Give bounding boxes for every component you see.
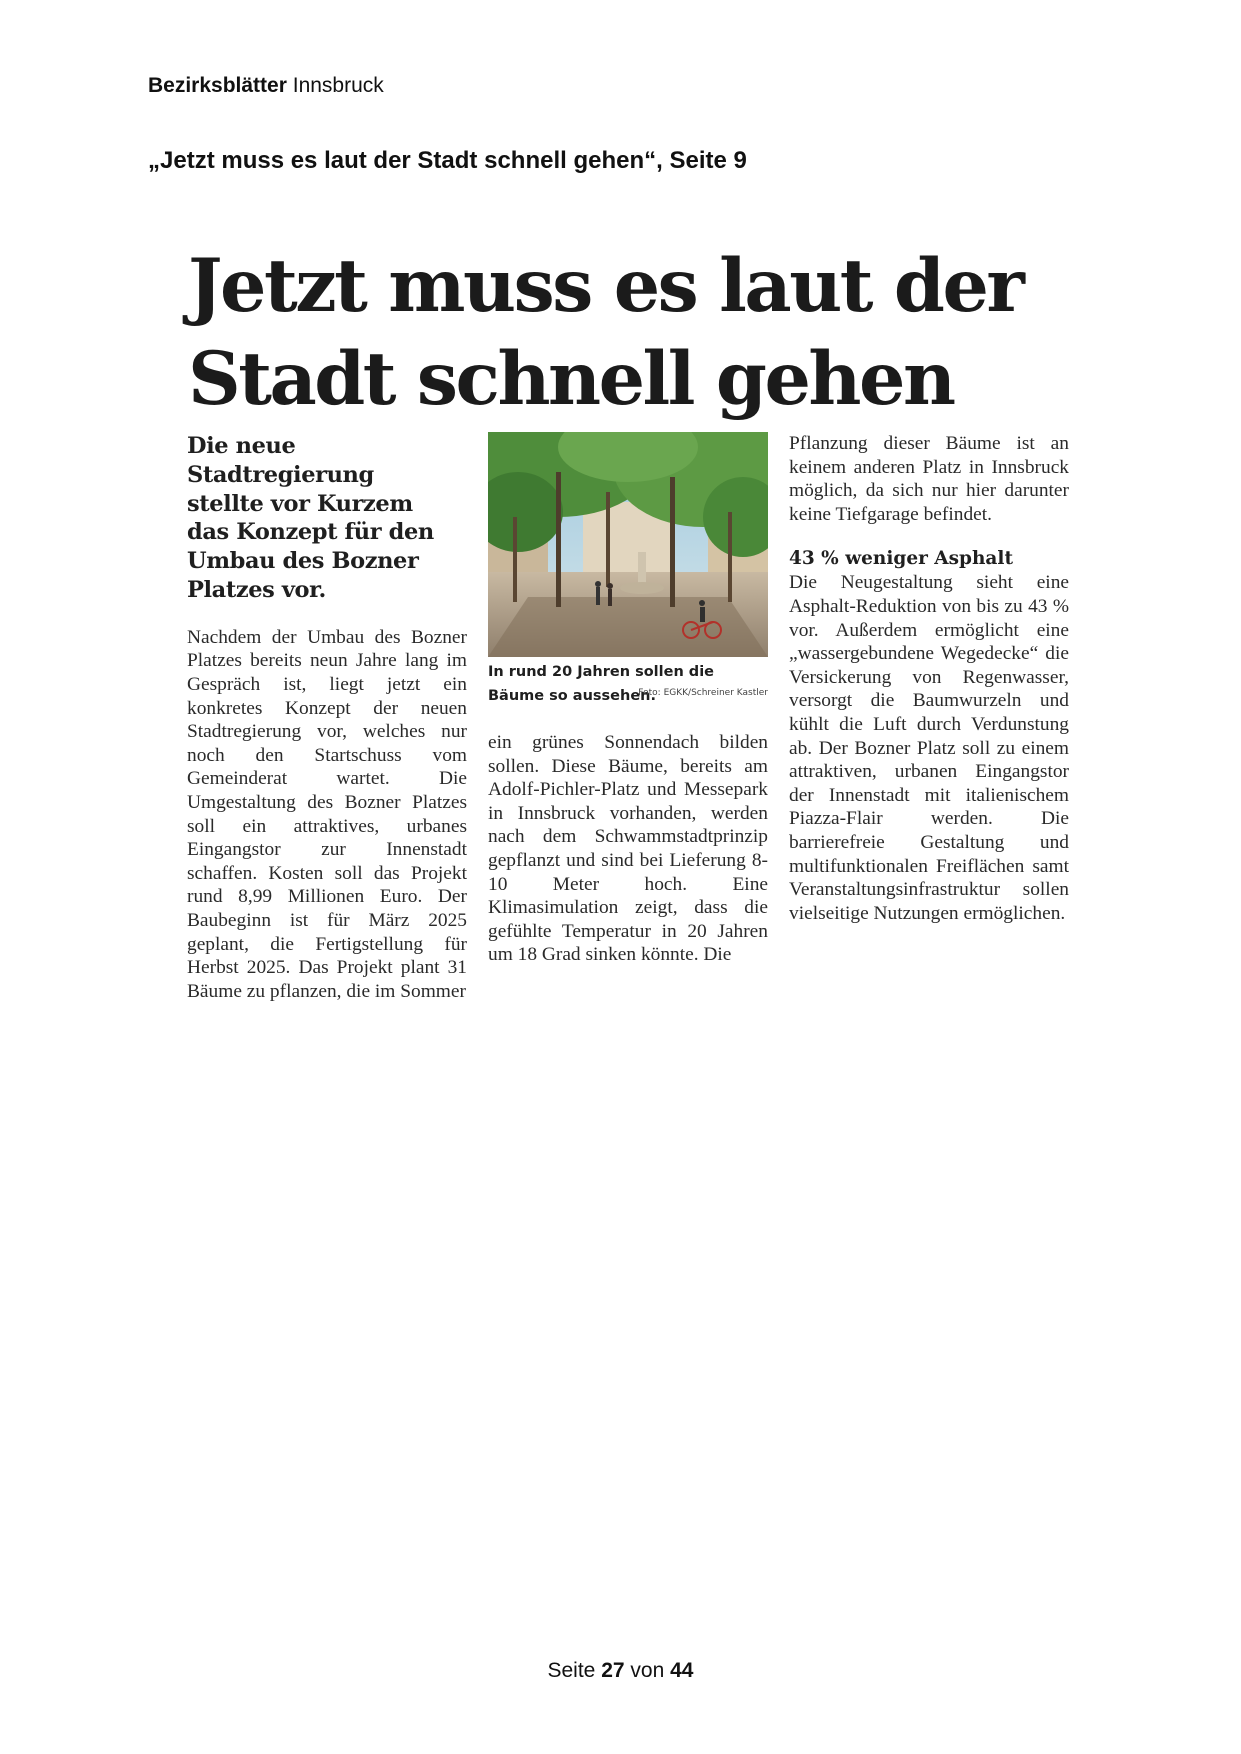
publication-place: Innsbruck: [292, 74, 384, 97]
headline-line-2: Stadt schnell gehen: [188, 336, 954, 422]
column-1: [187, 432, 467, 1003]
newspaper-clipping: [184, 234, 1070, 1004]
current-page: 27: [601, 1659, 625, 1682]
body-text-column-1: Nachdem der Umbau des Bozner Platzes bereits neun Jahre lang im Gespräch ist, liegt jetzt ein konkretes Konzept der neuen Stadtregierung vor, welches nur noch den Startschuss vom Gemeinderat wartet. Die Umgestaltung des Bozner Platzes soll ein attraktives, urbanes Eingangstor zur Innenstadt schaffen. Kosten soll das Projekt rund 8,99 Millionen Euro. Der Baubeginn ist für März 2025 geplant, die Fertigstellung für Herbst 2025. Das Projekt plant 31 Bäume zu pflanzen, die im Sommer: [187, 626, 467, 1002]
column-2: [488, 432, 768, 967]
page-number: Seite 27 von 44: [547, 1659, 694, 1682]
article-reference: „Jetzt muss es laut der Stadt schnell gehen“, Seite 9: [148, 147, 747, 174]
body-text-column-2: ein grünes Sonnendach bilden sollen. Diese Bäume, bereits am Adolf-Pichler-Platz und Messepark in Innsbruck vorhanden, werden nach dem Schwammstadtprinzip gepflanzt und sind bei Lieferung 8-10 Meter hoch. Eine Klimasimulation zeigt, dass die gefühlte Temperatur in 20 Jahren um 18 Grad sinken könnte. Die: [488, 732, 768, 966]
article-photo: [488, 432, 768, 657]
body-text-column-3-intro: Pflanzung dieser Bäume ist an keinem anderen Platz in Innsbruck möglich, da sich nur hier darunter keine Tiefgarage befindet.: [789, 433, 1069, 525]
headline: [188, 240, 1068, 426]
photo-credit: Foto: EGKK/Schreiner Kastler: [638, 688, 768, 698]
total-pages: 44: [670, 1659, 694, 1682]
subheading: 43 % weniger Asphalt: [789, 548, 1013, 570]
publication-name: [148, 74, 384, 98]
lead-paragraph: Die neue Stadtregierung stellte vor Kurzem das Konzept für den Umbau des Bozner Platzes vor.: [187, 433, 434, 603]
photo-caption: In rund 20 Jahren sollen die Bäume so aussehen. Foto: EGKK/Schreiner Kastler: [488, 664, 768, 704]
publication-bold: Bezirksblätter: [148, 74, 287, 97]
headline-line-1: Jetzt muss es laut der: [188, 243, 1023, 329]
column-3: [789, 432, 1069, 925]
body-text-column-3: Die Neugestaltung sieht eine Asphalt-Reduktion von bis zu 43 % vor. Außerdem ermöglicht eine „wassergebundene Wegedecke“ die Versickerung von Regenwasser, versorgt die Baumwurzeln und kühlt die Luft durch Verdunstung ab. Der Bozner Platz soll zu einem attraktiven, urbanen Eingangstor der Innenstadt mit italienischem Piazza-Flair werden. Die barrierefreie Gestaltung und multifunktionalen Freiflächen samt Veranstaltungsinfrastruktur sollen vielseitige Nutzungen ermöglichen.: [789, 572, 1069, 924]
